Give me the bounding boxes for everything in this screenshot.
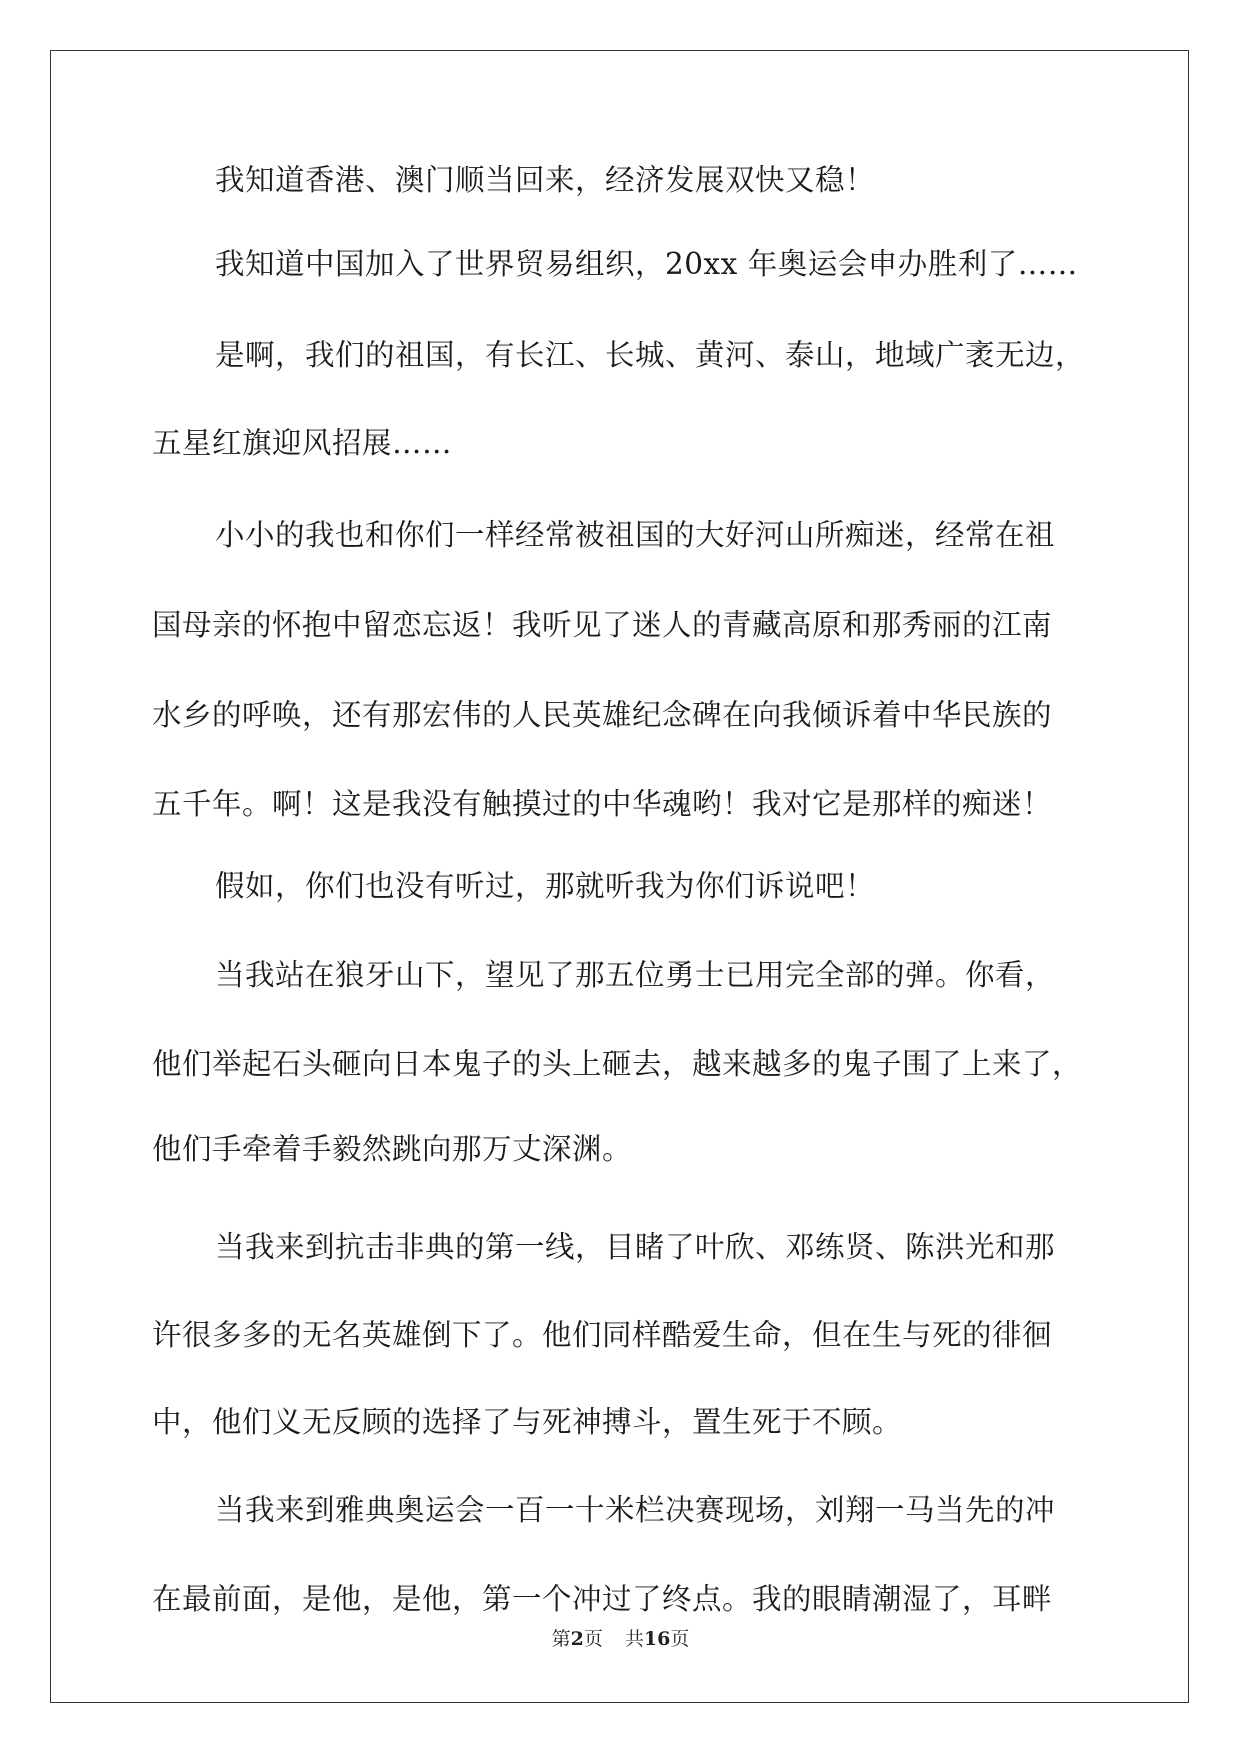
total-prefix: 共 [624, 1628, 644, 1650]
text-line: 当我站在狼牙山下，望见了那五位勇士已用完全部的弹。你看， [215, 958, 1056, 992]
text-line: 我知道香港、澳门顺当回来，经济发展双快又稳！ [215, 163, 876, 197]
total-suffix: 页 [670, 1628, 690, 1650]
text-line: 当我来到抗击非典的第一线，目睹了叶欣、邓练贤、陈洪光和那 [215, 1230, 1056, 1264]
text-line: 当我来到雅典奥运会一百一十米栏决赛现场，刘翔一马当先的冲 [215, 1493, 1056, 1527]
page-prefix: 第 [551, 1628, 571, 1650]
text-line: 小小的我也和你们一样经常被祖国的大好河山所痴迷，经常在祖 [215, 518, 1056, 552]
text-line: 在最前面，是他，是他，第一个冲过了终点。我的眼睛潮湿了，耳畔 [152, 1582, 1053, 1616]
text-line: 五星红旗迎风招展…… [152, 426, 453, 460]
text-line: 他们举起石头砸向日本鬼子的头上砸去，越来越多的鬼子围了上来了， [152, 1047, 1083, 1081]
total-pages: 16 [643, 1628, 671, 1650]
text-line: 中，他们义无反顾的选择了与死神搏斗，置生死于不顾。 [152, 1405, 903, 1439]
text-line: 假如，你们也没有听过，那就听我为你们诉说吧！ [215, 869, 876, 903]
page-number: 2 [570, 1628, 584, 1650]
page-footer [0, 1626, 1241, 1652]
text-line: 水乡的呼唤，还有那宏伟的人民英雄纪念碑在向我倾诉着中华民族的 [152, 698, 1053, 732]
page-suffix: 页 [583, 1628, 603, 1650]
text-line: 许很多多的无名英雄倒下了。他们同样酷爱生命，但在生与死的徘徊 [152, 1318, 1053, 1352]
text-line: 是啊，我们的祖国，有长江、长城、黄河、泰山，地域广袤无边， [215, 338, 1086, 372]
text-line: 我知道中国加入了世界贸易组织，20xx 年奥运会申办胜利了…… [215, 247, 1078, 281]
text-line: 国母亲的怀抱中留恋忘返！我听见了迷人的青藏高原和那秀丽的江南 [152, 608, 1053, 642]
text-line: 他们手牵着手毅然跳向那万丈深渊。 [152, 1132, 633, 1166]
text-line: 五千年。啊！这是我没有触摸过的中华魂哟！我对它是那样的痴迷！ [152, 787, 1053, 821]
